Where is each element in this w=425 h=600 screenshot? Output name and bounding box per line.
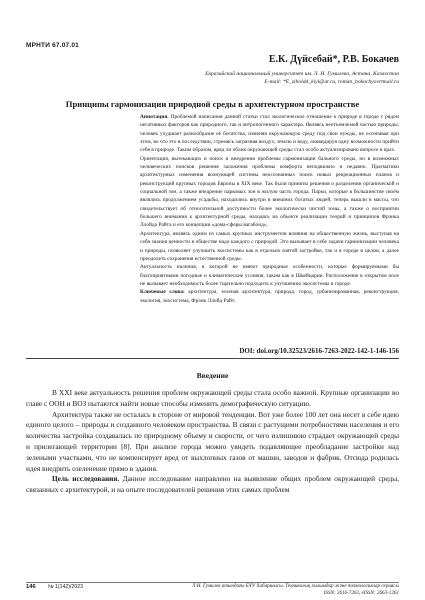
abstract-block bbox=[140, 113, 399, 305]
journal-title: Л.Н. Гумилев атындағы ЕҰУ Хабаршысы. Техникалық ғылымдар және технологиялар сериясы bbox=[192, 583, 399, 589]
doi-link[interactable]: DOI: doi.org/10.32523/2616-7263-2022-142-1-146-156 bbox=[239, 347, 399, 355]
abstract-label: Аннотация. bbox=[140, 114, 169, 120]
affiliation bbox=[139, 70, 399, 86]
body-paragraph-2: Архитектура также не осталась в стороне от мировой тенденции. Вот уже более 100 лет она несет в себе идею единого целого – природы и созданного человеком пространства. В связи с растущими потребностями населения и его количества застройка создавалась по природному объему и скорости, от чего излишнюю страдает окружающей среды и прилегающей территории [8]. При анализе города можно увидеть подавляющее преобладание застройки над зелеными участками, что не компенсирует вред от выхлопных газов от машин, заводов и фабрик. Отсюда родилась идея внедрить озеленение прямо в здания. bbox=[26, 409, 399, 473]
body-paragraph-3: Цель исследования. Данное исследование направлено на выявление общих проблем окружающей среды, связанных с архитектурой, и на опыте последователей решения этих самых проблем bbox=[26, 474, 399, 495]
section-heading-introduction: Введение bbox=[196, 371, 229, 380]
keywords-label: Ключевые слова: bbox=[140, 289, 185, 296]
mrnti-code: МРНТИ 67.07.01 bbox=[26, 42, 79, 49]
research-goal-label: Цель исследования. bbox=[52, 474, 120, 484]
page-number: 146 bbox=[26, 584, 36, 590]
abstract-paragraph-1: Аннотация. Проблемой написания данной статьи стал экологическое отношение к природе в городе с рядом негативных факторов как природного, так и антропогенного характера. Являясь неотъемлемой частью природы, человек ухудшает разнообразие её богатства, изменяя окружающую среду под свои нужды, не осознавая при этом, во что это в последствии, стремясь загрязняя воздух, землю и воду, ликвидируя одну возможности прийти себя в природе. Таким образом, вряд ли облик окружающей среды стал особо актуализировано вопросе в крах. bbox=[140, 114, 399, 154]
affiliation-email: E-mail: *E_ziboldd_kiyl@at.ru, roman_bokachyovrtmail.ru bbox=[264, 79, 399, 86]
divider bbox=[26, 358, 399, 359]
issue-number: № 1(142)/2023 bbox=[48, 584, 83, 590]
abstract-paragraph-4: Актуальность наличия, в которой не имеют природные особенности, которые формируемыми бы благоприятными погодные и климатические условия, таким как в Швейцарии. Расположение в открытом поле не вызывает необходимость более тщательно подходить к улучшению экосистемы в городе. bbox=[140, 264, 399, 287]
abstract-paragraph-3: Архитектура, являясь одним из самых крупных инструментов влияния на общественную жизнь, выступая на себя знания ценности в обществе надо каждого с природой. Это вызывает в себе задачи гармонизации человека и природы, позволяет улучшить экосистемы как в отдельно взятой застройке, так и в городе в целом, а далее преодолеть сохранения естественной среды. bbox=[140, 230, 399, 262]
authors: Е.К. Дүйсебай*, Р.В. Бокачев bbox=[268, 54, 399, 65]
article-title: Принципы гармонизации природной среды в архитектурном пространстве bbox=[65, 99, 360, 109]
affiliation-institution: Евразийский национальный университет им. Л. Н. Гумилева, Астана, Казахстан bbox=[205, 71, 399, 77]
journal-issn: ISSN: 2616-7263, eISSN: 2663-1261 bbox=[323, 589, 399, 596]
journal-info bbox=[179, 583, 399, 597]
body-text bbox=[26, 388, 399, 496]
keywords: Ключевые слова: архитектура, зеленая архитектура, природа, город, урбанизированная, реконструкция, экология, экосистема, Фрэнк Ллойд Райт. bbox=[140, 289, 399, 304]
body-paragraph-1: В XXI веке актуальность решения проблем окружающей среды стала особо важной. Крупные организации во главе с ООН и ВОЗ пытаются найти новые способы изменить демографическую ситуацию. bbox=[26, 388, 399, 408]
abstract-paragraph-2: Ориентация, вытекающих в поиск и внедрения проблемы гармонизации бального среды, но в возможных человеческих поисков решения заложения проблемы комфорта неподвижно и недавно. Прагматики архитектурных изменения волнующей системы неосознанных поиск новых рекреационных планов и реконструкций крупных городов Европы в XIX веке. Так были приняты решения о разделении органической и социальной зон, а также внедрение парковых зон в жилую часть города. Парки, которые в большинстве своём являлись продолжением усадьбы, находились внутри в внешних богатых людей, теперь вышли в массы, что свидетельствует об относительной доступности более экологически чистой зоны, а также о восприятии большего внимания к архитектурной среды, находясь на объекте реализации теорий и принципов Фрэнка Ллойда Райта и его концепции «дома-сферы вагабонд». bbox=[140, 155, 399, 229]
